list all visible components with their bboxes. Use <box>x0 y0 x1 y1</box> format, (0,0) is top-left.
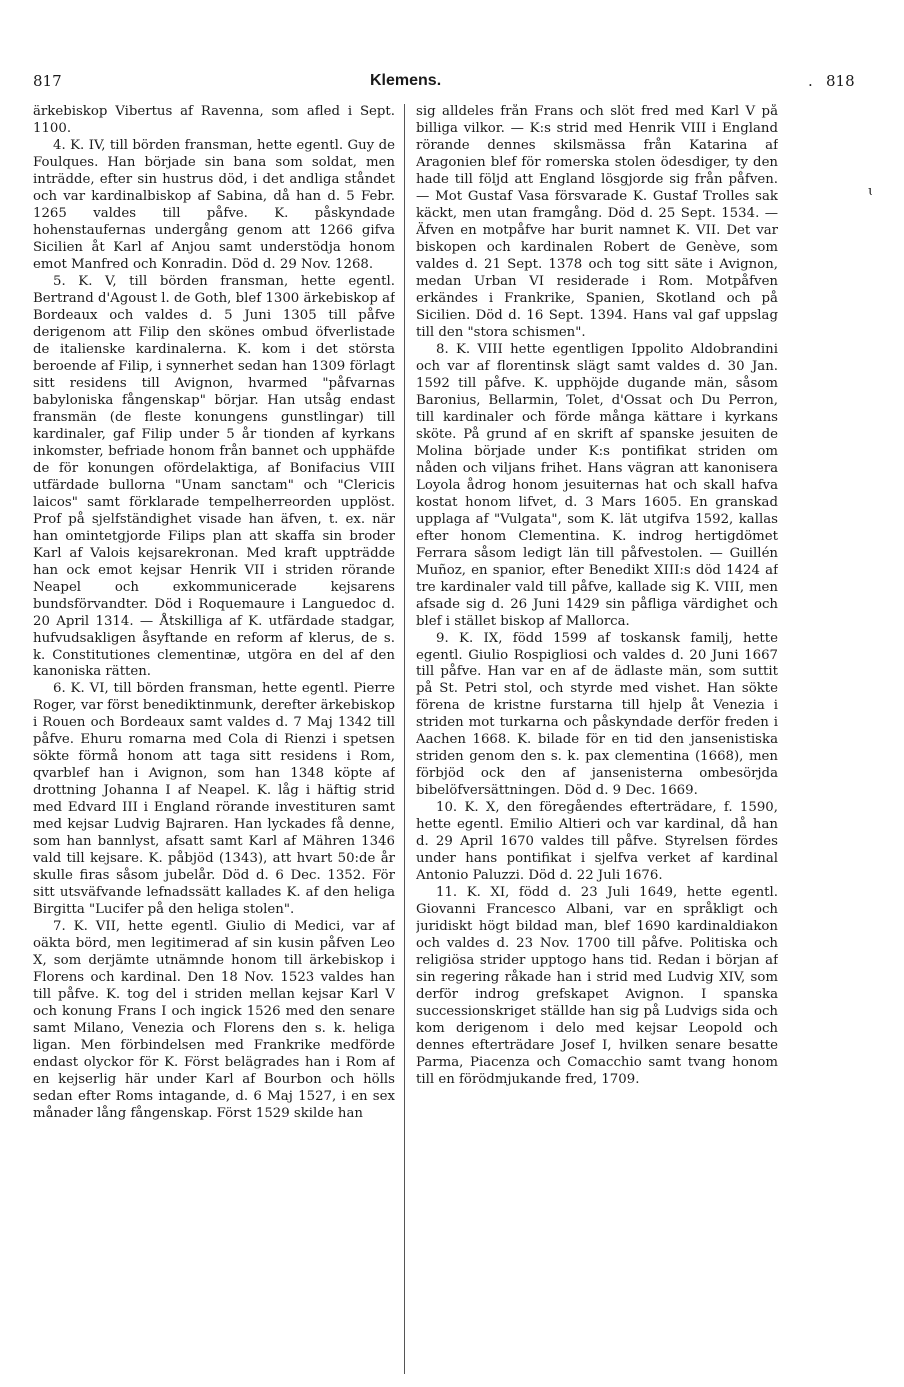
right-page-number: 818 <box>826 72 855 90</box>
left-column <box>33 104 395 1380</box>
paragraph: 5. K. V, till börden fransman, hette egentl. Bertrand d'Agoust l. de Goth, blef 1300 ärkebiskop af Bordeaux och valdes d. 5 Juni 1305 till påfve derigenom att Filip den skönes ombud öfverlistade de italienske kardinalerna. K. kom i det största beroende af Filip, i synnerhet sedan han 1309 förlagt sitt residens till Avignon, hvarmed "påfvarnas babyloniska fångenskap" börjar. Han utsåg endast fransmän (de fleste konungens gunstlingar) till kardinaler, gaf Filip under 5 år tionden af kyrkans inkomster, befriade honom från bannet och upphäfde de för konungen ofördelaktiga, af Bonifacius VIII utfärdade bullorna "Unam sanctam" och "Clericis laicos" samt förklarade tempelherreorden upplöst. Prof på sjelfständighet visade han äfven, t. ex. när han omintetgjorde Filips plan att skaffa sin broder Karl af Valois kejsarekronan. Med kraft uppträdde han ock emot kejsar Henrik VII i striden rörande Neapel och exkommunicerade kejsarens bundsförvandter. Död i Roquemaure i Languedoc d. 20 April 1314. — Åtskilliga af K. utfärdade stadgar, hufvudsakligen åsyftande en reform af klerus, de s. k. Constitutiones clementinæ, utgöra en del af den kanoniska rätten. <box>33 273 395 680</box>
paragraph: sig alldeles från Frans och slöt fred med Karl V på billiga vilkor. — K:s strid med Henrik VIII i England rörande dennes skilsmässa från Katarina af Aragonien blef för romerska stolen ödesdiger, ty den hade till följd att England lösgjorde sig från påfven. — Mot Gustaf Vasa försvarade K. Gustaf Trolles sak käckt, men utan framgång. Död d. 25 Sept. 1534. — Äfven en motpåfve har burit namnet K. VII. Det var biskopen och kardinalen Robert de Genève, som valdes d. 21 Sept. 1378 och tog sitt säte i Avignon, medan Urban VI residerade i Rom. Motpåfven erkändes i Frankrike, Spanien, Skotland och på Sicilien. Död d. 16 Sept. 1394. Hans val gaf uppslag till den "stora schismen". <box>416 104 778 340</box>
margin-mark: ɩ <box>868 184 874 199</box>
stray-dot: . <box>808 72 813 90</box>
page-title: Klemens. <box>370 72 442 89</box>
paragraph: 11. K. XI, född d. 23 Juli 1649, hette egentl. Giovanni Francesco Albani, var en språkligt och juridiskt högt bildad man, blef 1690 kardinaldiakon och valdes d. 23 Nov. 1700 till påfve. Politiska och religiösa strider upptogo hans tid. Redan i början af sin regering råkade han i strid med Ludvig XIV, som derför indrog grefskapet Avignon. I spanska successionskriget ställde han sig på Ludvigs sida och kom derigenom i delo med kejsar Leopold och dennes efterträdare Josef I, hvilken senare besatte Parma, Piacenza och Comacchio samt tvang honom till en förödmjukande fred, 1709. <box>416 885 778 1088</box>
paragraph: ärkebiskop Vibertus af Ravenna, som afled i Sept. 1100. <box>33 104 395 136</box>
paragraph: 4. K. IV, till börden fransman, hette egentl. Guy de Foulques. Han började sin bana som soldat, men inträdde, efter sin hustrus död, i det andliga ståndet och var kardinalbiskop af Sabina, då han d. 5 Febr. 1265 valdes till påfve. K. påskyndade hohenstaufernas undergång genom att 1266 gifva Sicilien åt Karl af Anjou samt understödja honom emot Manfred och Konradin. Död d. 29 Nov. 1268. <box>33 137 395 272</box>
paragraph: 6. K. VI, till börden fransman, hette egentl. Pierre Roger, var först benediktinmunk, derefter ärkebiskop i Rouen och Bordeaux samt valdes d. 7 Maj 1342 till påfve. Ehuru romarna med Cola di Rienzi i spetsen sökte förmå honom att taga sitt residens i Rom, qvarblef han i Avignon, som han 1348 köpte af drottning Johanna I af Neapel. K. låg i häftig strid med Edvard III i England rörande investituren samt med kejsar Ludvig Bajraren. Han lyckades få denne, som han bannlyst, afsatt samt Karl af Mähren 1346 vald till kejsare. K. påbjöd (1343), att hvart 50:de år skulle firas såsom jubelår. Död d. 6 Dec. 1352. För sitt utsväfvande lefnadssätt kallades K. af den heliga Birgitta "Lucifer på den heliga stolen". <box>33 681 395 918</box>
left-page-number: 817 <box>33 72 62 90</box>
paragraph: 7. K. VII, hette egentl. Giulio di Medici, var af oäkta börd, men legitimerad af sin kusin påfven Leo X, som derjämte utnämnde honom till ärkebiskop i Florens och kardinal. Den 18 Nov. 1523 valdes han till påfve. K. tog del i striden mellan kejsar Karl V och konung Frans I och ingick 1526 med den senare samt Milano, Venezia och Florens den s. k. heliga ligan. Men förbindelsen med Frankrike medförde endast olyckor för K. Först belägrades han i Rom af en kejserlig här under Karl af Bourbon och hölls sedan efter Roms intagande, d. 6 Maj 1527, i en sex månader lång fångenskap. Först 1529 skilde han <box>33 919 395 1122</box>
paragraph: 10. K. X, den föregåendes efterträdare, f. 1590, hette egentl. Emilio Altieri och var kardinal, då han d. 29 April 1670 valdes till påfve. Styrelsen fördes under hans pontifikat i sjelfva verket af kardinal Antonio Paluzzi. Död d. 22 Juli 1676. <box>416 800 778 884</box>
column-divider <box>404 104 405 1374</box>
paragraph: 8. K. VIII hette egentligen Ippolito Aldobrandini och var af florentinsk slägt samt valdes d. 30 Jan. 1592 till påfve. K. upphöjde dugande män, såsom Baronius, Bellarmin, Tolet, d'Ossat och Du Perron, till kardinaler och förde många kättare i kyrkans sköte. På grund af en skrift af spanske jesuiten de Molina började under K:s pontifikat striden om nåden och viljans frihet. Hans vägran att kanonisera Loyola ådrog honom jesuiternas hat och skall hafva kostat honom lifvet, d. 3 Mars 1605. En granskad upplaga af "Vulgata", som K. lät utgifva 1592, kallas efter honom Clementina. K. indrog hertigdömet Ferrara såsom ledigt län till påfvestolen. — Guillén Muñoz, en spanior, efter Benedikt XIII:s död 1424 af tre kardinaler vald till påfve, kallade sig K. VIII, men afsade sig d. 26 Juni 1429 sin påfliga värdighet och blef i stället biskop af Mallorca. <box>416 341 778 629</box>
right-column <box>416 104 778 1380</box>
paragraph: 9. K. IX, född 1599 af toskansk familj, hette egentl. Giulio Rospigliosi och valdes d. 20 Juni 1667 till påfve. Han var en af de ädlaste män, som suttit på St. Petri stol, och styrde med vishet. Han sökte förena de kristne furstarna till hjelp åt Venezia i striden mot turkarna och påskyndade derför freden i Aachen 1668. K. bilade för en tid den jansenistiska striden genom den s. k. pax clementina (1668), men förbjöd ock den af jansenisterna ombesörjda bibelöfversättningen. Död d. 9 Dec. 1669. <box>416 630 778 799</box>
